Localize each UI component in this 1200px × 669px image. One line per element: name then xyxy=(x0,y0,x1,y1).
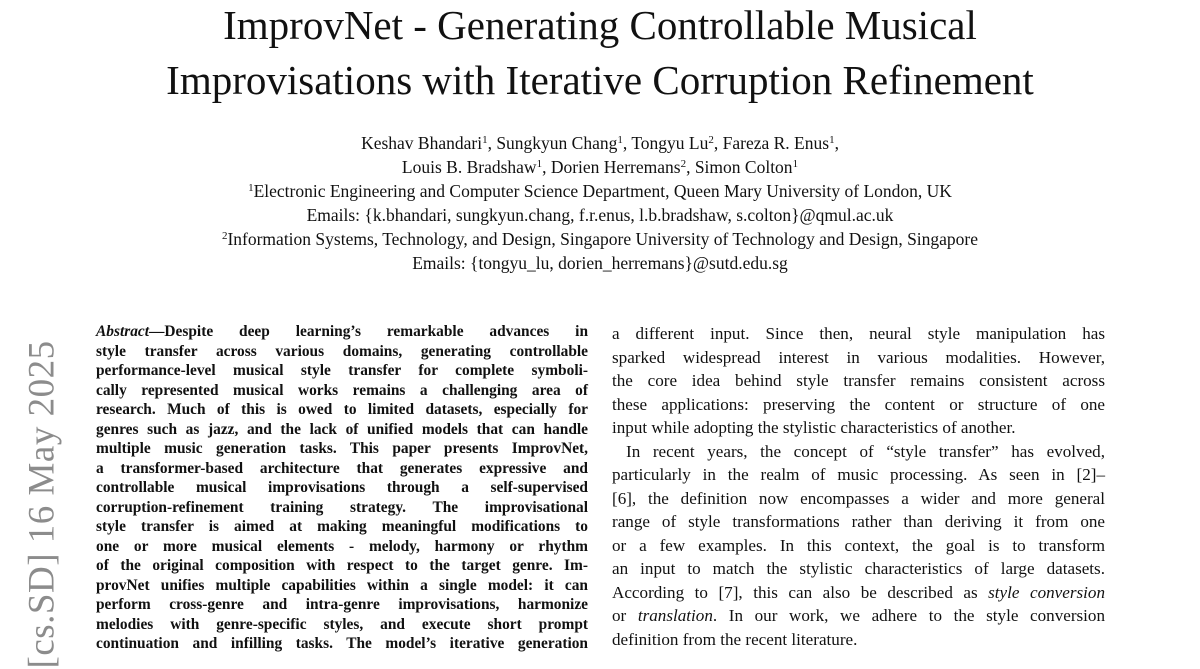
body-text: . In our work, we adhere to the style conversion xyxy=(712,606,1106,625)
affiliation-marker: 1 xyxy=(617,134,623,146)
authors-line-2 xyxy=(0,155,1200,179)
abstract-line: one or more musical elements - melody, harmony or rhythm xyxy=(96,537,588,555)
body-line: or a few examples. In this context, the goal is to transform xyxy=(612,535,1105,555)
abstract-line: research. Much of this is owed to limited datasets, especially for xyxy=(96,401,588,418)
body-line: sparked widespread interest in various modalities. However, xyxy=(612,347,1105,367)
abstract-line: performance-level musical style transfer for complete symboli- xyxy=(96,362,588,379)
body-line: In recent years, the concept of “style transfer” has evolved, xyxy=(626,441,1105,461)
author: Louis B. Bradshaw xyxy=(401,157,537,177)
author-separator: , xyxy=(834,133,839,153)
arxiv-side-stamp: [cs.SD] 16 May 2025 xyxy=(21,340,63,669)
affiliation-marker: 2 xyxy=(221,230,228,242)
abstract-line xyxy=(96,322,588,342)
body-line: an input to match the stylistic characteristics of large datasets. xyxy=(612,559,1105,578)
body-line xyxy=(612,581,1105,605)
abstract-dash: — xyxy=(149,323,165,340)
affiliation-2 xyxy=(0,227,1200,251)
author-block xyxy=(0,131,1200,275)
author: Dorien Herremans xyxy=(550,157,681,177)
affiliation-marker: 1 xyxy=(829,134,835,146)
paragraph-recent-years xyxy=(612,440,1105,652)
author-separator: , xyxy=(487,133,497,153)
abstract-label: Abstract xyxy=(96,323,150,340)
emphasis-style-conversion: style conversion xyxy=(988,582,1105,602)
author: Keshav Bhandari xyxy=(361,133,483,153)
affiliation-text: Electronic Engineering and Computer Science Department, Queen Mary University of London, UK xyxy=(253,181,952,201)
emails-1: Emails: {k.bhandari, sungkyun.chang, f.r.enus, l.b.bradshaw, s.colton}@qmul.ac.uk xyxy=(306,205,894,225)
affiliation-marker: 1 xyxy=(248,182,254,194)
author-separator: , xyxy=(713,133,723,153)
body-line: these applications: preserving the content or structure of one xyxy=(612,394,1105,414)
author: Fareza R. Enus xyxy=(722,133,830,153)
body-line: [6], the definition now encompasses a wider and more general xyxy=(612,488,1105,508)
paper-title xyxy=(0,0,1200,108)
body-line: a different input. Since then, neural style manipulation has xyxy=(612,324,1105,343)
authors-line-1 xyxy=(0,131,1200,155)
abstract-line: a transformer-based architecture that generates expressive and xyxy=(96,459,588,477)
body-line: range of style transformations rather than deriving it from one xyxy=(612,512,1105,531)
emphasis-translation: translation xyxy=(637,606,713,625)
affiliation-marker: 2 xyxy=(680,158,687,170)
author-separator: , xyxy=(622,133,632,153)
abstract-line: cally represented musical works remains a challenging area of xyxy=(96,381,588,399)
affiliation-marker: 1 xyxy=(536,158,543,170)
body-line: the core idea behind style transfer remains consistent across xyxy=(612,371,1105,390)
affiliation-marker: 2 xyxy=(708,134,714,146)
paragraph-style-transfer xyxy=(612,322,1105,440)
affiliation-marker: 1 xyxy=(792,158,799,170)
abstract-line: style transfer is aimed at making meaningful modifications to xyxy=(96,518,588,535)
body-line: input while adopting the stylistic characteristics of another. xyxy=(612,418,1016,437)
left-column xyxy=(96,322,588,654)
affiliation-1 xyxy=(0,179,1200,203)
author-separator: , xyxy=(542,157,551,177)
abstract-line-text: Despite deep learning’s remarkable advances in xyxy=(164,323,588,340)
affiliation-text: Information Systems, Technology, and Design, Singapore University of Technology and Design, Singapore xyxy=(227,229,979,249)
author: Sungkyun Chang xyxy=(496,133,618,153)
abstract-line: melodies with genre-specific styles, and execute short prompt xyxy=(96,615,588,633)
abstract-line: corruption-refinement training strategy. The improvisational xyxy=(96,498,588,516)
abstract xyxy=(96,322,588,654)
abstract-line: of the original composition with respect to the target genre. Im- xyxy=(96,557,588,574)
abstract-line: perform cross-genre and intra-genre improvisations, harmonize xyxy=(96,596,588,613)
title-line-2: Improvisations with Iterative Corruption Refinement xyxy=(166,57,1034,103)
abstract-line: controllable musical improvisations through a self-supervised xyxy=(96,479,588,496)
right-column xyxy=(612,322,1105,651)
body-text: According to [7], this can also be described as xyxy=(612,582,989,602)
abstract-line: provNet unifies multiple capabilities within a single model: it can xyxy=(96,576,588,594)
body-text: or xyxy=(612,606,638,625)
emails-2: Emails: {tongyu_lu, dorien_herremans}@sutd.edu.sg xyxy=(412,253,788,273)
affiliation-marker: 1 xyxy=(482,134,488,146)
body-line: particularly in the realm of music processing. As seen in [2]– xyxy=(612,465,1105,484)
title-line-1: ImprovNet - Generating Controllable Musical xyxy=(223,2,977,48)
abstract-line: genres such as jazz, and the lack of unified models that can handle xyxy=(96,420,588,438)
author: Simon Colton xyxy=(694,157,793,177)
abstract-line: style transfer across various domains, generating controllable xyxy=(96,342,588,360)
author: Tongyu Lu xyxy=(631,133,709,153)
body-line: definition from the recent literature. xyxy=(612,629,858,649)
abstract-line: multiple music generation tasks. This paper presents ImprovNet, xyxy=(96,440,588,457)
body-line xyxy=(612,604,1105,628)
author-separator: , xyxy=(686,157,695,177)
abstract-line: continuation and infilling tasks. The model’s iterative generation xyxy=(96,635,588,652)
